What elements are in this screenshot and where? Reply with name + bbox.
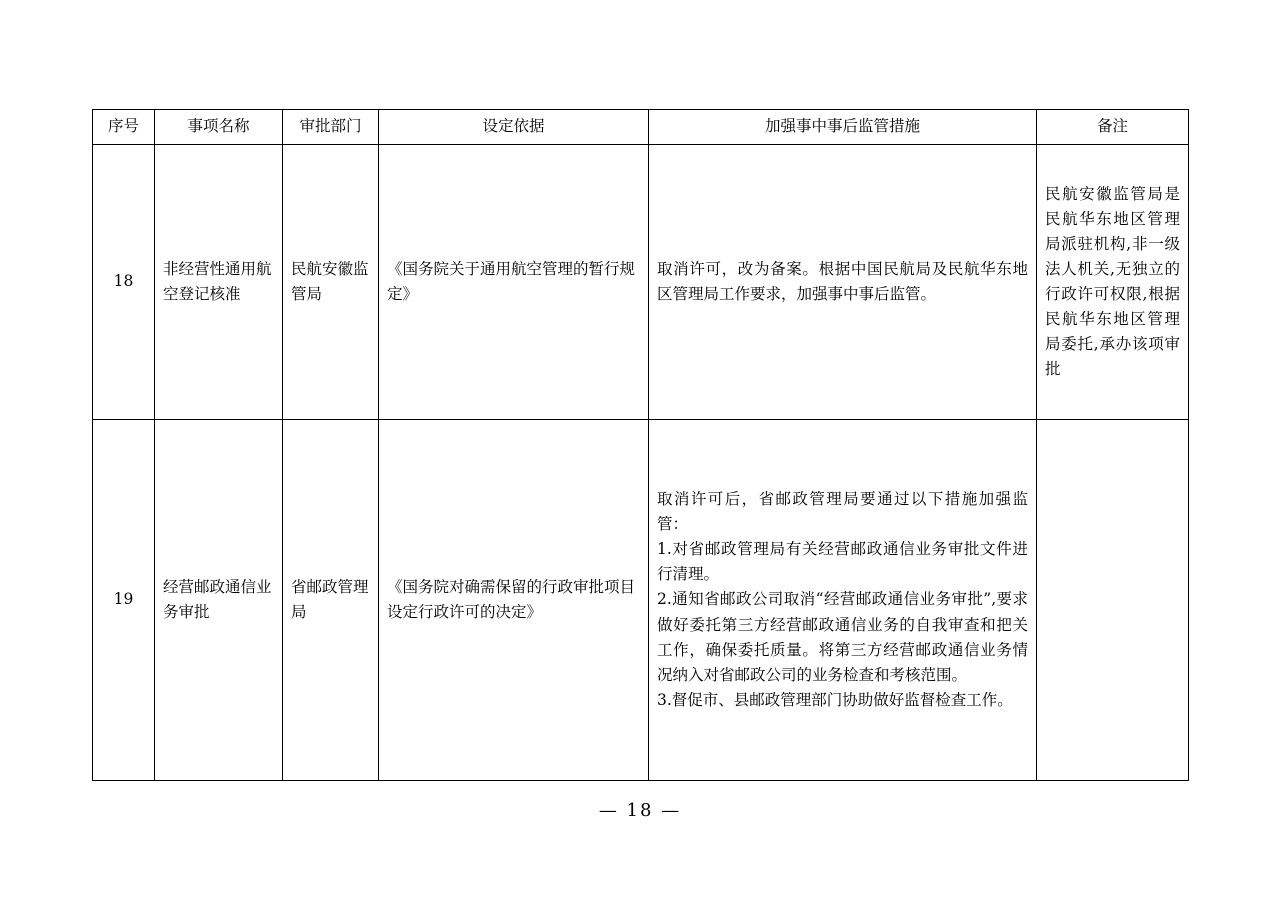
cell-basis: 《国务院对确需保留的行政审批项目设定行政许可的决定》 xyxy=(379,420,649,781)
measure-paragraph: 2.通知省邮政公司取消“经营邮政通信业务审批”,要求做好委托第三方经营邮政通信业务的自我审查和把关工作，确保委托质量。将第三方经营邮政通信业务情况纳入对省邮政公司的业务检查和考核范围。 xyxy=(657,590,1028,684)
cell-approval-dept: 省邮政管理局 xyxy=(283,420,379,781)
cell-measures: 取消许可，改为备案。根据中国民航局及民航华东地区管理局工作要求，加强事中事后监管。 xyxy=(649,145,1037,420)
approval-items-table xyxy=(92,109,1189,781)
page-number: — 18 — xyxy=(598,800,682,821)
cell-measures xyxy=(649,420,1037,781)
cell-remark xyxy=(1037,420,1189,781)
header-basis: 设定依据 xyxy=(379,110,649,145)
cell-seq: 18 xyxy=(93,145,155,420)
header-approval-dept: 审批部门 xyxy=(283,110,379,145)
table-header-row xyxy=(93,110,1189,145)
header-seq: 序号 xyxy=(93,110,155,145)
table-body xyxy=(93,145,1189,781)
cell-item-name: 经营邮政通信业务审批 xyxy=(155,420,283,781)
cell-item-name: 非经营性通用航空登记核准 xyxy=(155,145,283,420)
header-measures: 加强事中事后监管措施 xyxy=(649,110,1037,145)
measure-paragraph: 1.对省邮政管理局有关经营邮政通信业务审批文件进行清理。 xyxy=(657,540,1028,584)
table-row xyxy=(93,420,1189,781)
cell-seq: 19 xyxy=(93,420,155,781)
table-row xyxy=(93,145,1189,420)
measure-paragraph: 取消许可后，省邮政管理局要通过以下措施加强监管： xyxy=(657,490,1028,534)
table-header xyxy=(93,110,1189,145)
cell-remark: 民航安徽监管局是民航华东地区管理局派驻机构,非一级法人机关,无独立的行政许可权限,根据民航华东地区管理局委托,承办该项审批 xyxy=(1037,145,1189,420)
measure-paragraph: 3.督促市、县邮政管理部门协助做好监督检查工作。 xyxy=(657,690,1013,709)
header-remark: 备注 xyxy=(1037,110,1189,145)
cell-basis: 《国务院关于通用航空管理的暂行规定》 xyxy=(379,145,649,420)
cell-approval-dept: 民航安徽监管局 xyxy=(283,145,379,420)
header-item-name: 事项名称 xyxy=(155,110,283,145)
